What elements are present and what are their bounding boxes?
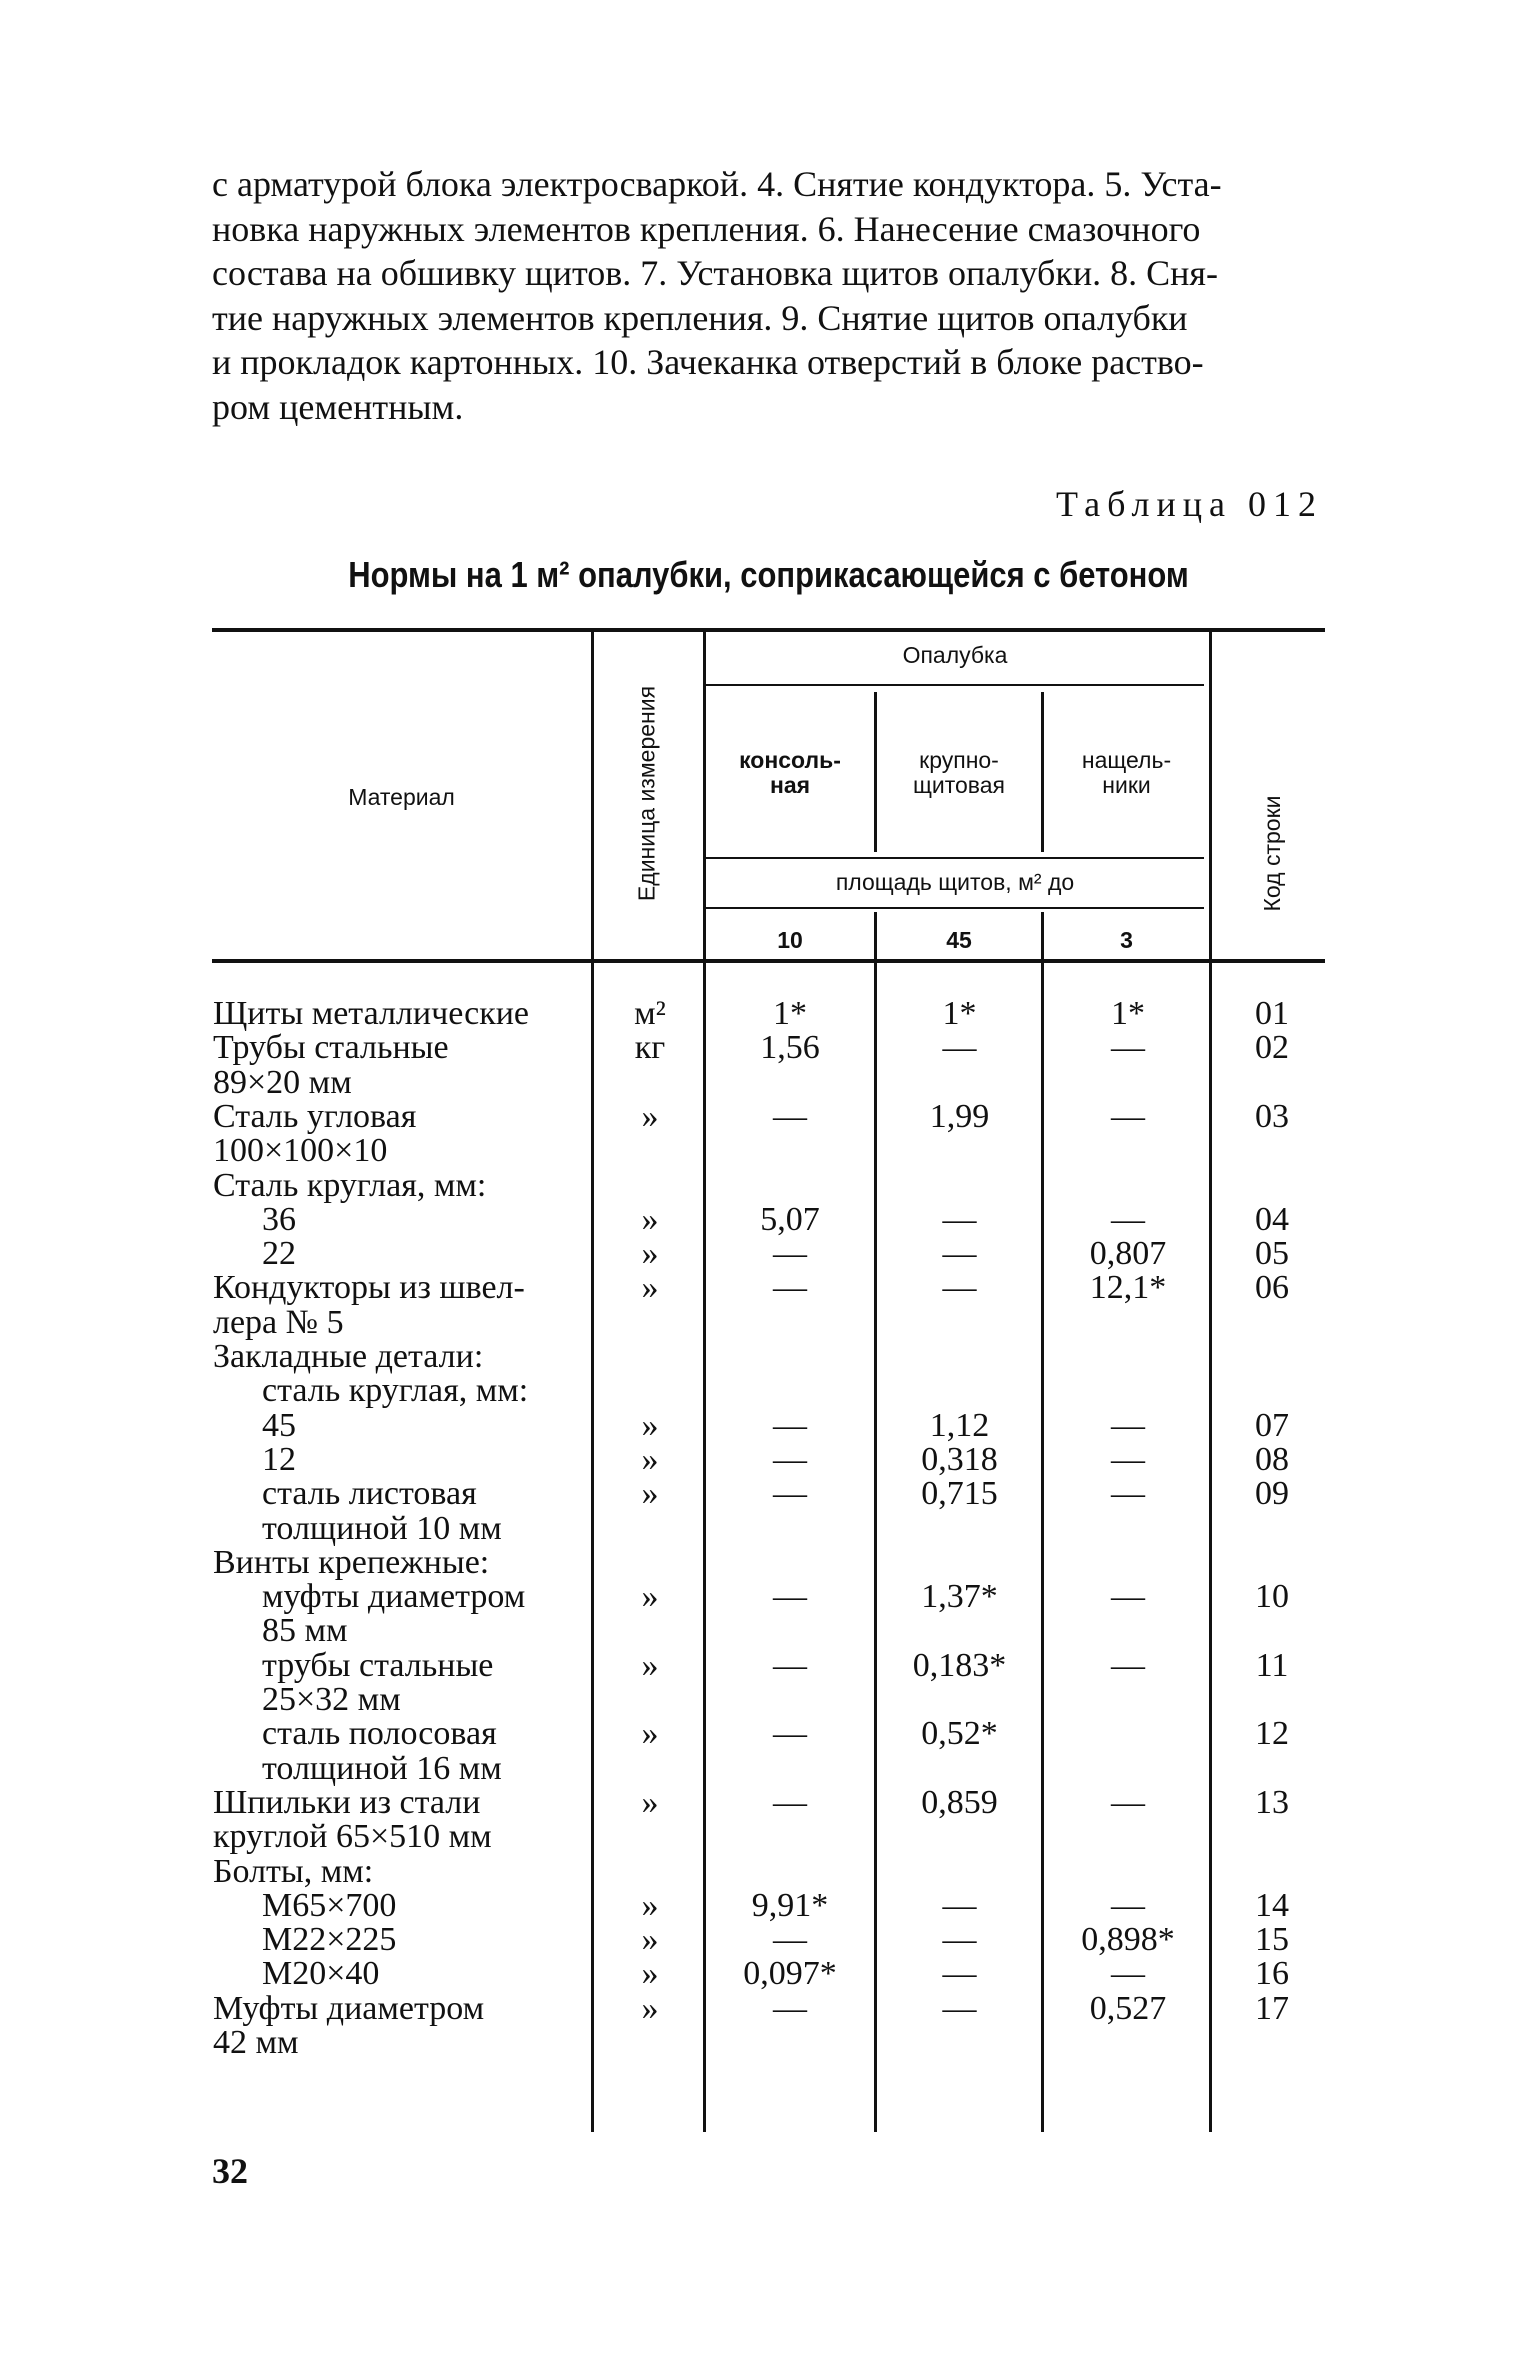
slat-cell: —: [1111, 1887, 1145, 1924]
material-cell: толщиной 10 мм: [262, 1510, 502, 1547]
large-panel-cell: 0,318: [921, 1441, 998, 1478]
material-cell: 100×100×10: [213, 1132, 388, 1169]
row-code-cell: 06: [1255, 1269, 1289, 1306]
unit-cell: »: [641, 1921, 659, 1958]
area-top-rule: [706, 857, 1204, 859]
console-cell: —: [773, 1784, 807, 1821]
material-cell: 45: [262, 1407, 296, 1444]
console-cell: 5,07: [760, 1201, 820, 1238]
unit-cell: кг: [634, 1029, 666, 1066]
row-code-cell: 05: [1255, 1235, 1289, 1272]
large-panel-cell: —: [942, 1990, 977, 2027]
intro-line: новка наружных элементов крепления. 6. Нанесение смазочного: [212, 208, 1201, 249]
large-panel-cell: 0,52*: [921, 1715, 998, 1752]
slat-cell: 0,527: [1089, 1990, 1167, 2027]
row-code-cell: 03: [1255, 1098, 1289, 1135]
material-cell: 36: [262, 1201, 296, 1238]
console-cell: 9,91*: [751, 1887, 829, 1924]
material-cell: М20×40: [262, 1955, 380, 1992]
material-cell: Сталь круглая, мм:: [213, 1167, 487, 1204]
console-cell: —: [773, 1441, 807, 1478]
unit-cell: »: [641, 1955, 659, 1992]
material-cell: 25×32 мм: [262, 1681, 401, 1718]
row-code-cell: 17: [1255, 1990, 1289, 2027]
header-area: площадь щитов, м² до: [835, 869, 1075, 895]
console-cell: —: [773, 1647, 807, 1684]
material-cell: 12: [262, 1441, 296, 1478]
large-panel-cell: 0,183*: [912, 1647, 1007, 1684]
slat-cell: —: [1111, 1578, 1145, 1615]
unit-cell: »: [641, 1784, 659, 1821]
row-code-cell: 01: [1255, 995, 1289, 1032]
unit-cell: »: [641, 1647, 659, 1684]
row-code-cell: 13: [1255, 1784, 1289, 1821]
slat-cell: 1*: [1111, 995, 1145, 1032]
header-area-col1: 10: [777, 927, 803, 953]
slat-cell: 12,1*: [1089, 1269, 1167, 1306]
console-cell: —: [773, 1921, 807, 1958]
material-cell: толщиной 16 мм: [262, 1750, 502, 1787]
console-cell: —: [773, 1269, 807, 1306]
unit-cell: »: [641, 1235, 659, 1272]
row-code-cell: 11: [1255, 1647, 1289, 1684]
console-cell: —: [773, 1578, 807, 1615]
material-cell: муфты диаметром: [262, 1578, 526, 1615]
intro-line: тие наружных элементов крепления. 9. Снятие щитов опалубки: [212, 297, 1188, 338]
console-cell: 1*: [773, 995, 807, 1032]
slat-cell: —: [1111, 1475, 1145, 1512]
large-panel-cell: 0,859: [921, 1784, 998, 1821]
material-cell: 89×20 мм: [213, 1064, 352, 1101]
unit-cell: »: [641, 1475, 659, 1512]
unit-cell: »: [641, 1407, 659, 1444]
large-panel-cell: —: [942, 1887, 977, 1924]
header-col1: консоль- ная: [739, 747, 841, 798]
console-cell: 0,097*: [743, 1955, 837, 1992]
material-cell: М22×225: [262, 1921, 397, 1958]
header-area-col3: 3: [1120, 927, 1133, 953]
large-panel-cell: —: [942, 1235, 977, 1272]
slat-cell: —: [1111, 1955, 1145, 1992]
unit-cell: »: [641, 1098, 659, 1135]
header-code: Код строки: [1259, 795, 1285, 912]
slat-cell: —: [1111, 1647, 1145, 1684]
unit-cell: »: [641, 1201, 659, 1238]
row-code-cell: 10: [1255, 1578, 1289, 1615]
material-cell: Кондукторы из швел-: [213, 1269, 525, 1306]
material-cell: 85 мм: [262, 1612, 348, 1649]
large-panel-cell: —: [942, 1269, 977, 1306]
intro-line: ром цементным.: [212, 386, 464, 427]
slat-cell: —: [1111, 1029, 1145, 1066]
row-code-cell: 02: [1255, 1029, 1289, 1066]
formwork-rule: [706, 684, 1204, 686]
row-code-cell: 07: [1255, 1407, 1289, 1444]
material-cell: Сталь угловая: [213, 1098, 417, 1135]
material-cell: Щиты металлические: [213, 995, 530, 1032]
intro-line: с арматурой блока электросваркой. 4. Снятие кондуктора. 5. Уста-: [212, 164, 1222, 204]
large-panel-cell: 1,37*: [921, 1578, 998, 1615]
material-cell: Закладные детали:: [213, 1338, 484, 1375]
unit-cell: »: [641, 1990, 659, 2027]
header-formwork: Опалубка: [902, 642, 1008, 668]
material-cell: Винты крепежные:: [213, 1544, 490, 1581]
row-code-cell: 04: [1255, 1201, 1289, 1238]
table-title: Нормы на 1 м² опалубки, соприкасающейся с бетоном: [348, 554, 1189, 595]
console-cell: —: [773, 1715, 807, 1752]
material-cell: 22: [262, 1235, 296, 1272]
header-area-col2: 45: [946, 927, 972, 953]
material-cell: трубы стальные: [262, 1647, 494, 1684]
console-cell: —: [773, 1235, 807, 1272]
material-cell: сталь полосовая: [262, 1715, 497, 1752]
unit-cell: »: [641, 1887, 659, 1924]
intro-line: и прокладок картонных. 10. Зачеканка отверстий в блоке раство-: [212, 342, 1204, 382]
console-cell: —: [773, 1990, 807, 2027]
large-panel-cell: —: [942, 1921, 977, 1958]
header-col2: крупно- щитовая: [912, 747, 1006, 798]
area-bottom-rule: [706, 907, 1204, 909]
slat-cell: —: [1111, 1441, 1145, 1478]
material-cell: лера № 5: [213, 1304, 344, 1341]
row-code-cell: 08: [1255, 1441, 1289, 1478]
unit-cell: м²: [634, 995, 666, 1032]
large-panel-cell: —: [942, 1955, 977, 1992]
console-cell: —: [773, 1407, 807, 1444]
large-panel-cell: 1*: [942, 995, 977, 1032]
material-cell: М65×700: [262, 1887, 397, 1924]
row-code-cell: 16: [1255, 1955, 1289, 1992]
material-cell: Муфты диаметром: [213, 1990, 485, 2027]
table-top-rule: [212, 628, 1325, 632]
material-cell: 42 мм: [213, 2024, 299, 2061]
unit-cell: »: [641, 1441, 659, 1478]
table-label: Таблица 012: [1056, 484, 1323, 524]
console-cell: —: [773, 1475, 807, 1512]
slat-cell: 0,898*: [1081, 1921, 1175, 1958]
material-cell: сталь листовая: [262, 1475, 477, 1512]
header-bottom-rule: [212, 959, 1325, 963]
intro-line: состава на обшивку щитов. 7. Установка щитов опалубки. 8. Сня-: [212, 253, 1218, 293]
slat-cell: —: [1111, 1407, 1145, 1444]
slat-cell: —: [1111, 1098, 1145, 1135]
row-code-cell: 14: [1255, 1887, 1289, 1924]
intro-paragraph: [212, 162, 1325, 429]
unit-cell: »: [641, 1578, 659, 1615]
material-cell: сталь круглая, мм:: [262, 1372, 529, 1409]
material-cell: Шпильки из стали: [213, 1784, 481, 1821]
unit-cell: »: [641, 1269, 659, 1306]
large-panel-cell: 0,715: [921, 1475, 998, 1512]
material-cell: Болты, мм:: [213, 1853, 374, 1890]
header-unit: Единица измерения: [633, 685, 660, 902]
slat-cell: —: [1111, 1201, 1145, 1238]
header-col3: нащель- ники: [1081, 747, 1172, 798]
material-cell: круглой 65×510 мм: [213, 1818, 492, 1855]
large-panel-cell: —: [942, 1029, 977, 1066]
slat-cell: —: [1111, 1784, 1145, 1821]
large-panel-cell: 1,12: [929, 1407, 990, 1444]
col-divider: [591, 632, 594, 2132]
console-cell: —: [773, 1098, 807, 1135]
large-panel-cell: 1,99: [929, 1098, 990, 1135]
row-code-cell: 15: [1255, 1921, 1289, 1958]
material-cell: Трубы стальные: [213, 1029, 449, 1066]
row-code-cell: 12: [1255, 1715, 1289, 1752]
slat-cell: 0,807: [1089, 1235, 1167, 1272]
header-material: Материал: [348, 784, 455, 810]
large-panel-cell: —: [942, 1201, 977, 1238]
console-cell: 1,56: [760, 1029, 820, 1066]
page-number: 32: [212, 2151, 248, 2191]
row-code-cell: 09: [1255, 1475, 1289, 1512]
unit-cell: »: [641, 1715, 659, 1752]
